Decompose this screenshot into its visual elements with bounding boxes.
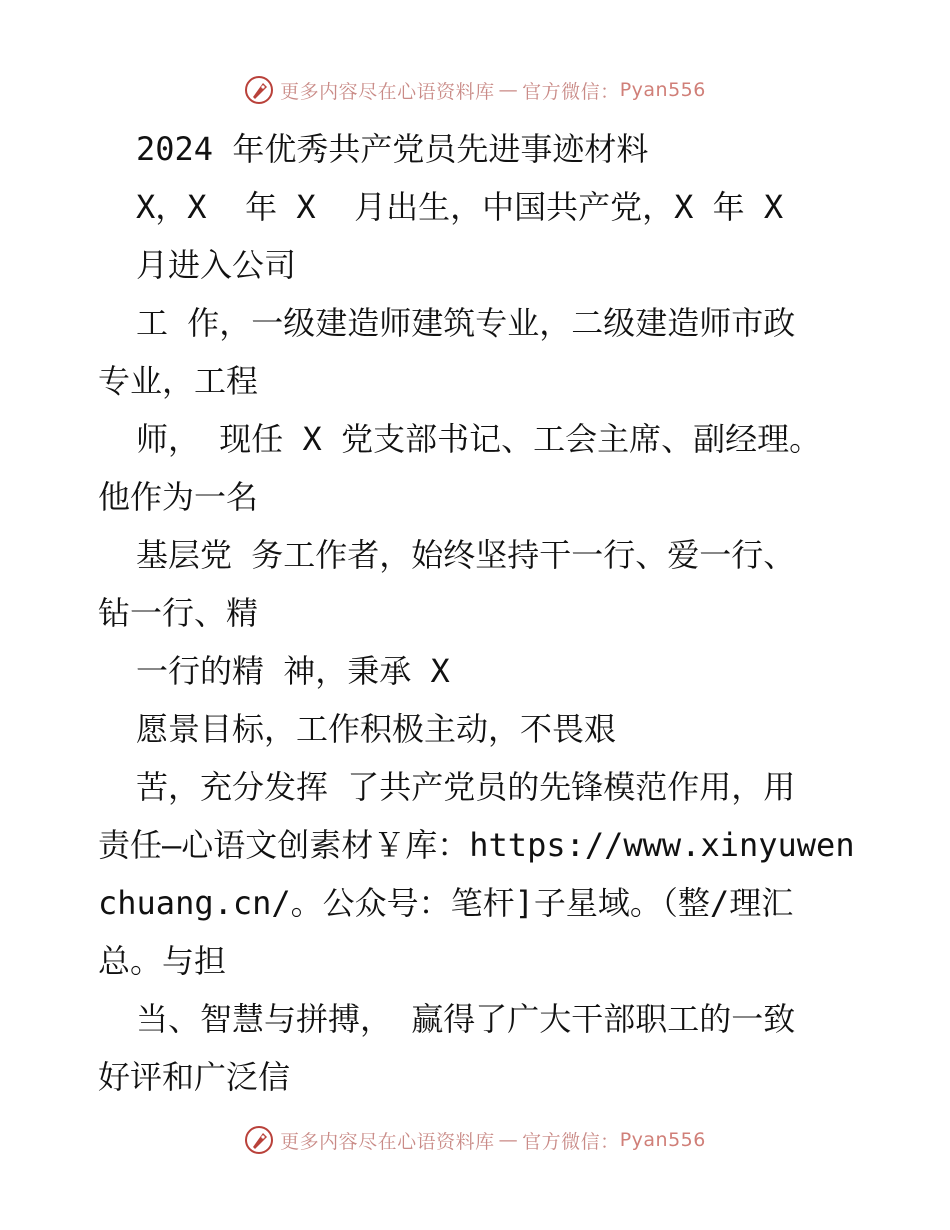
doc-line: 好评和广泛信 [98, 1058, 291, 1096]
doc-line: 专业，工程 [98, 362, 259, 400]
document-body [98, 120, 858, 1106]
doc-line: 师， 现任 X 党支部书记、工会主席、副经理。 [136, 420, 822, 458]
doc-line: 基层党 务工作者，始终坚持干一行、爱一行、 [136, 536, 796, 574]
doc-line: 愿景目标，工作积极主动，不畏艰 [136, 710, 617, 748]
header-watermark [0, 73, 950, 107]
doc-line: 苦，充分发挥 了共产党员的先锋模范作用，用 [136, 768, 796, 806]
doc-line: 月进入公司 [136, 246, 297, 284]
doc-line: chuang.cn/。公众号：笔杆]子星域。（整/理汇 [98, 884, 794, 922]
pen-nib-logo-icon [244, 75, 274, 105]
watermark-wechat-handle: Pyan556 [619, 1129, 706, 1151]
watermark-separator: — [498, 79, 519, 101]
watermark-wechat-label: 官方微信： [522, 1130, 620, 1153]
watermark-wechat-handle: Pyan556 [619, 79, 706, 101]
doc-line: 工 作，一级建造师建筑专业，二级建造师市政 [136, 304, 796, 342]
doc-line: 责任—心语文创素材￥库：https://www.xinyuwen [98, 826, 855, 864]
doc-line: 一行的精 神，秉承 X [136, 652, 450, 690]
pen-nib-logo-icon [244, 1125, 274, 1155]
doc-line: 2024 年优秀共产党员先进事迹材料 [136, 130, 649, 168]
watermark-wechat-label: 官方微信： [522, 80, 620, 103]
watermark-separator: — [498, 1129, 519, 1151]
doc-line: 当、智慧与拼搏， 赢得了广大干部职工的一致 [136, 1000, 796, 1038]
doc-line: 他作为一名 [98, 478, 259, 516]
doc-line: X，X 年 X 月出生，中国共产党，X 年 X [136, 188, 784, 226]
footer-watermark [0, 1123, 950, 1157]
watermark-site-text: 更多内容尽在心语资料库 [280, 1130, 495, 1153]
watermark-site-text: 更多内容尽在心语资料库 [280, 80, 495, 103]
doc-line: 钻一行、精 [98, 594, 259, 632]
doc-line: 总。与担 [98, 942, 227, 980]
